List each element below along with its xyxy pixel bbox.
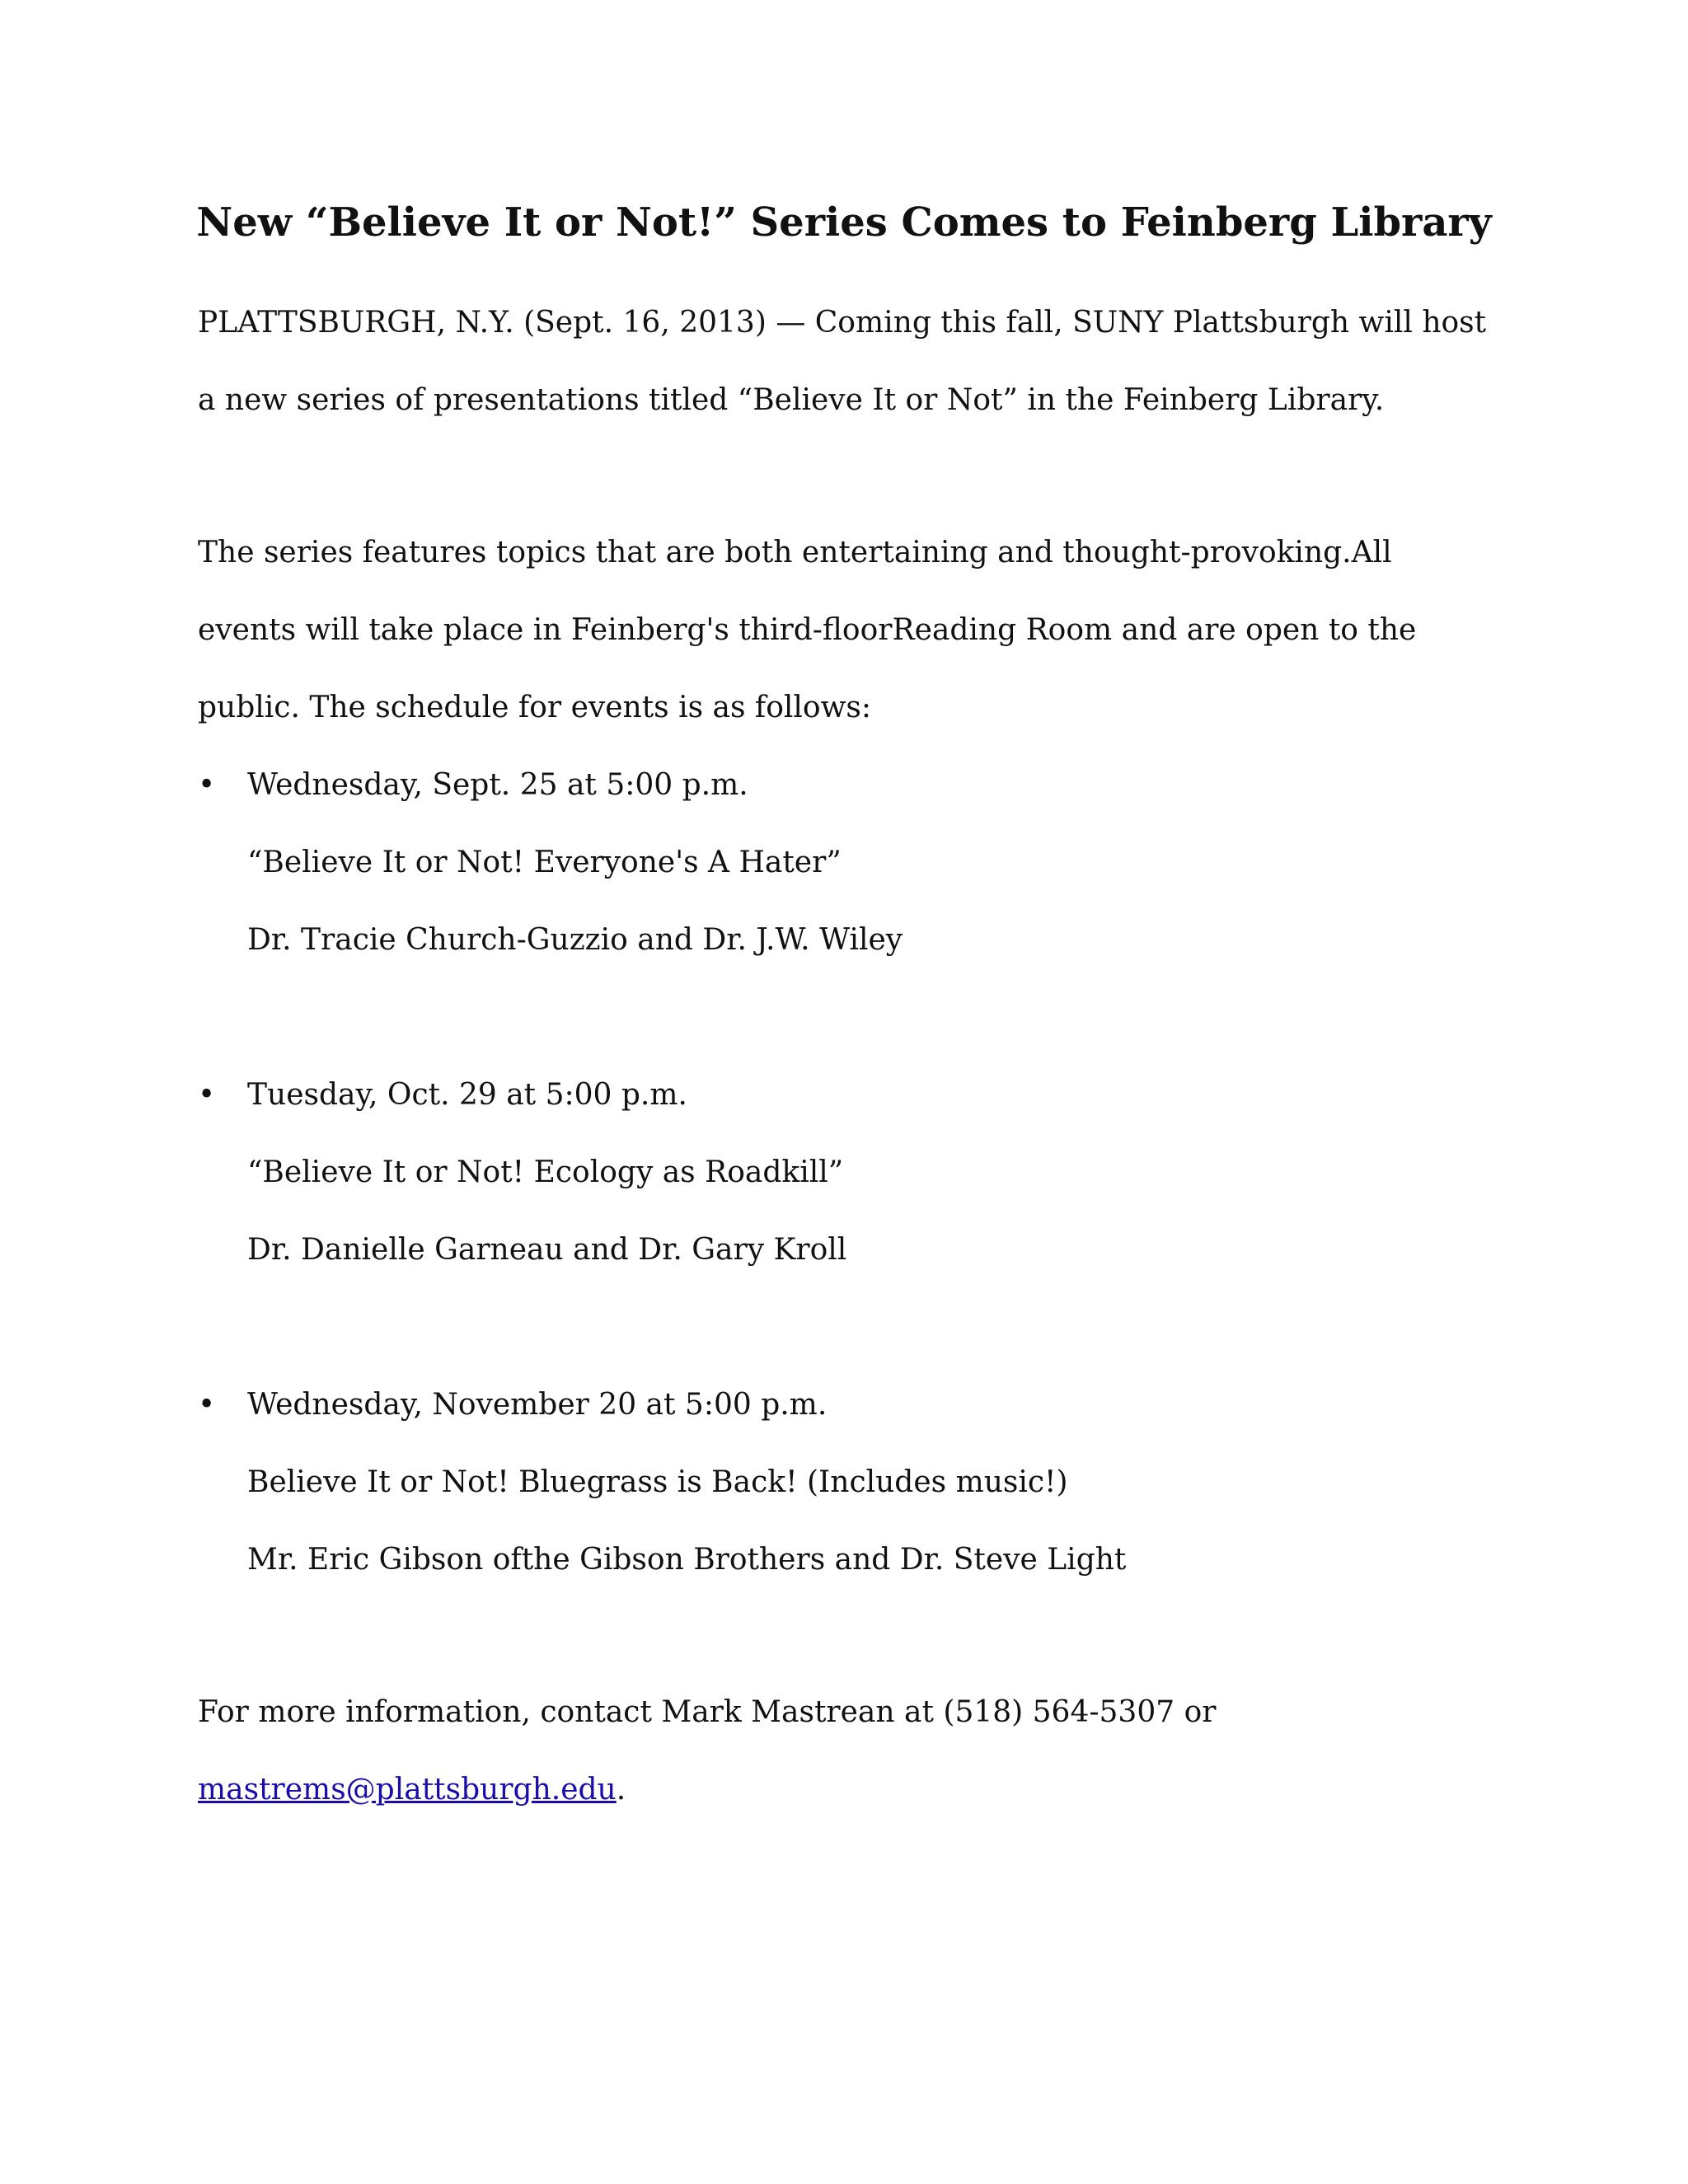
event-date: Wednesday, November 20 at 5:00 p.m. (247, 1388, 828, 1422)
event-title: “Believe It or Not! Ecology as Roadkill” (247, 1155, 844, 1189)
document-title: New “Believe It or Not!” Series Comes to Feinberg Library (196, 199, 1492, 246)
bullet-icon: • (198, 1388, 216, 1422)
event-title: “Believe It or Not! Everyone's A Hater” (247, 846, 842, 879)
event-date: Wednesday, Sept. 25 at 5:00 p.m. (247, 768, 748, 802)
bullet-icon: • (198, 1078, 216, 1112)
event-speakers: Mr. Eric Gibson ofthe Gibson Brothers and Dr. Steve Light (247, 1543, 1127, 1577)
contact-email-link[interactable]: mastrems@plattsburgh.edu (198, 1773, 617, 1807)
intro-paragraph: PLATTSBURGH, N.Y. (Sept. 16, 2013) — Coming this fall, SUNY Plattsburgh will host a new series of presentations titled “Believe It or Not” in the Feinberg Library. (198, 306, 1487, 417)
event-item (198, 747, 1492, 979)
contact-paragraph (198, 1674, 1492, 1829)
schedule-intro-paragraph: The series features topics that are both entertaining and thought-provoking.All events will take place in Feinberg's third-floorReading Room and are open to the public. The schedule for events is as follows: (198, 536, 1417, 724)
event-title: Believe It or Not! Bluegrass is Back! (Includes music!) (247, 1465, 1068, 1499)
event-date: Tuesday, Oct. 29 at 5:00 p.m. (247, 1078, 687, 1112)
contact-text: For more information, contact Mark Mastrean at (518) 564-5307 or (198, 1695, 1217, 1729)
event-item (198, 1057, 1492, 1289)
event-item (198, 1366, 1492, 1599)
event-speakers: Dr. Tracie Church-Guzzio and Dr. J.W. Wiley (247, 923, 903, 957)
event-speakers: Dr. Danielle Garneau and Dr. Gary Kroll (247, 1233, 847, 1267)
contact-end-punctuation: . (616, 1773, 626, 1807)
bullet-icon: • (198, 768, 216, 802)
